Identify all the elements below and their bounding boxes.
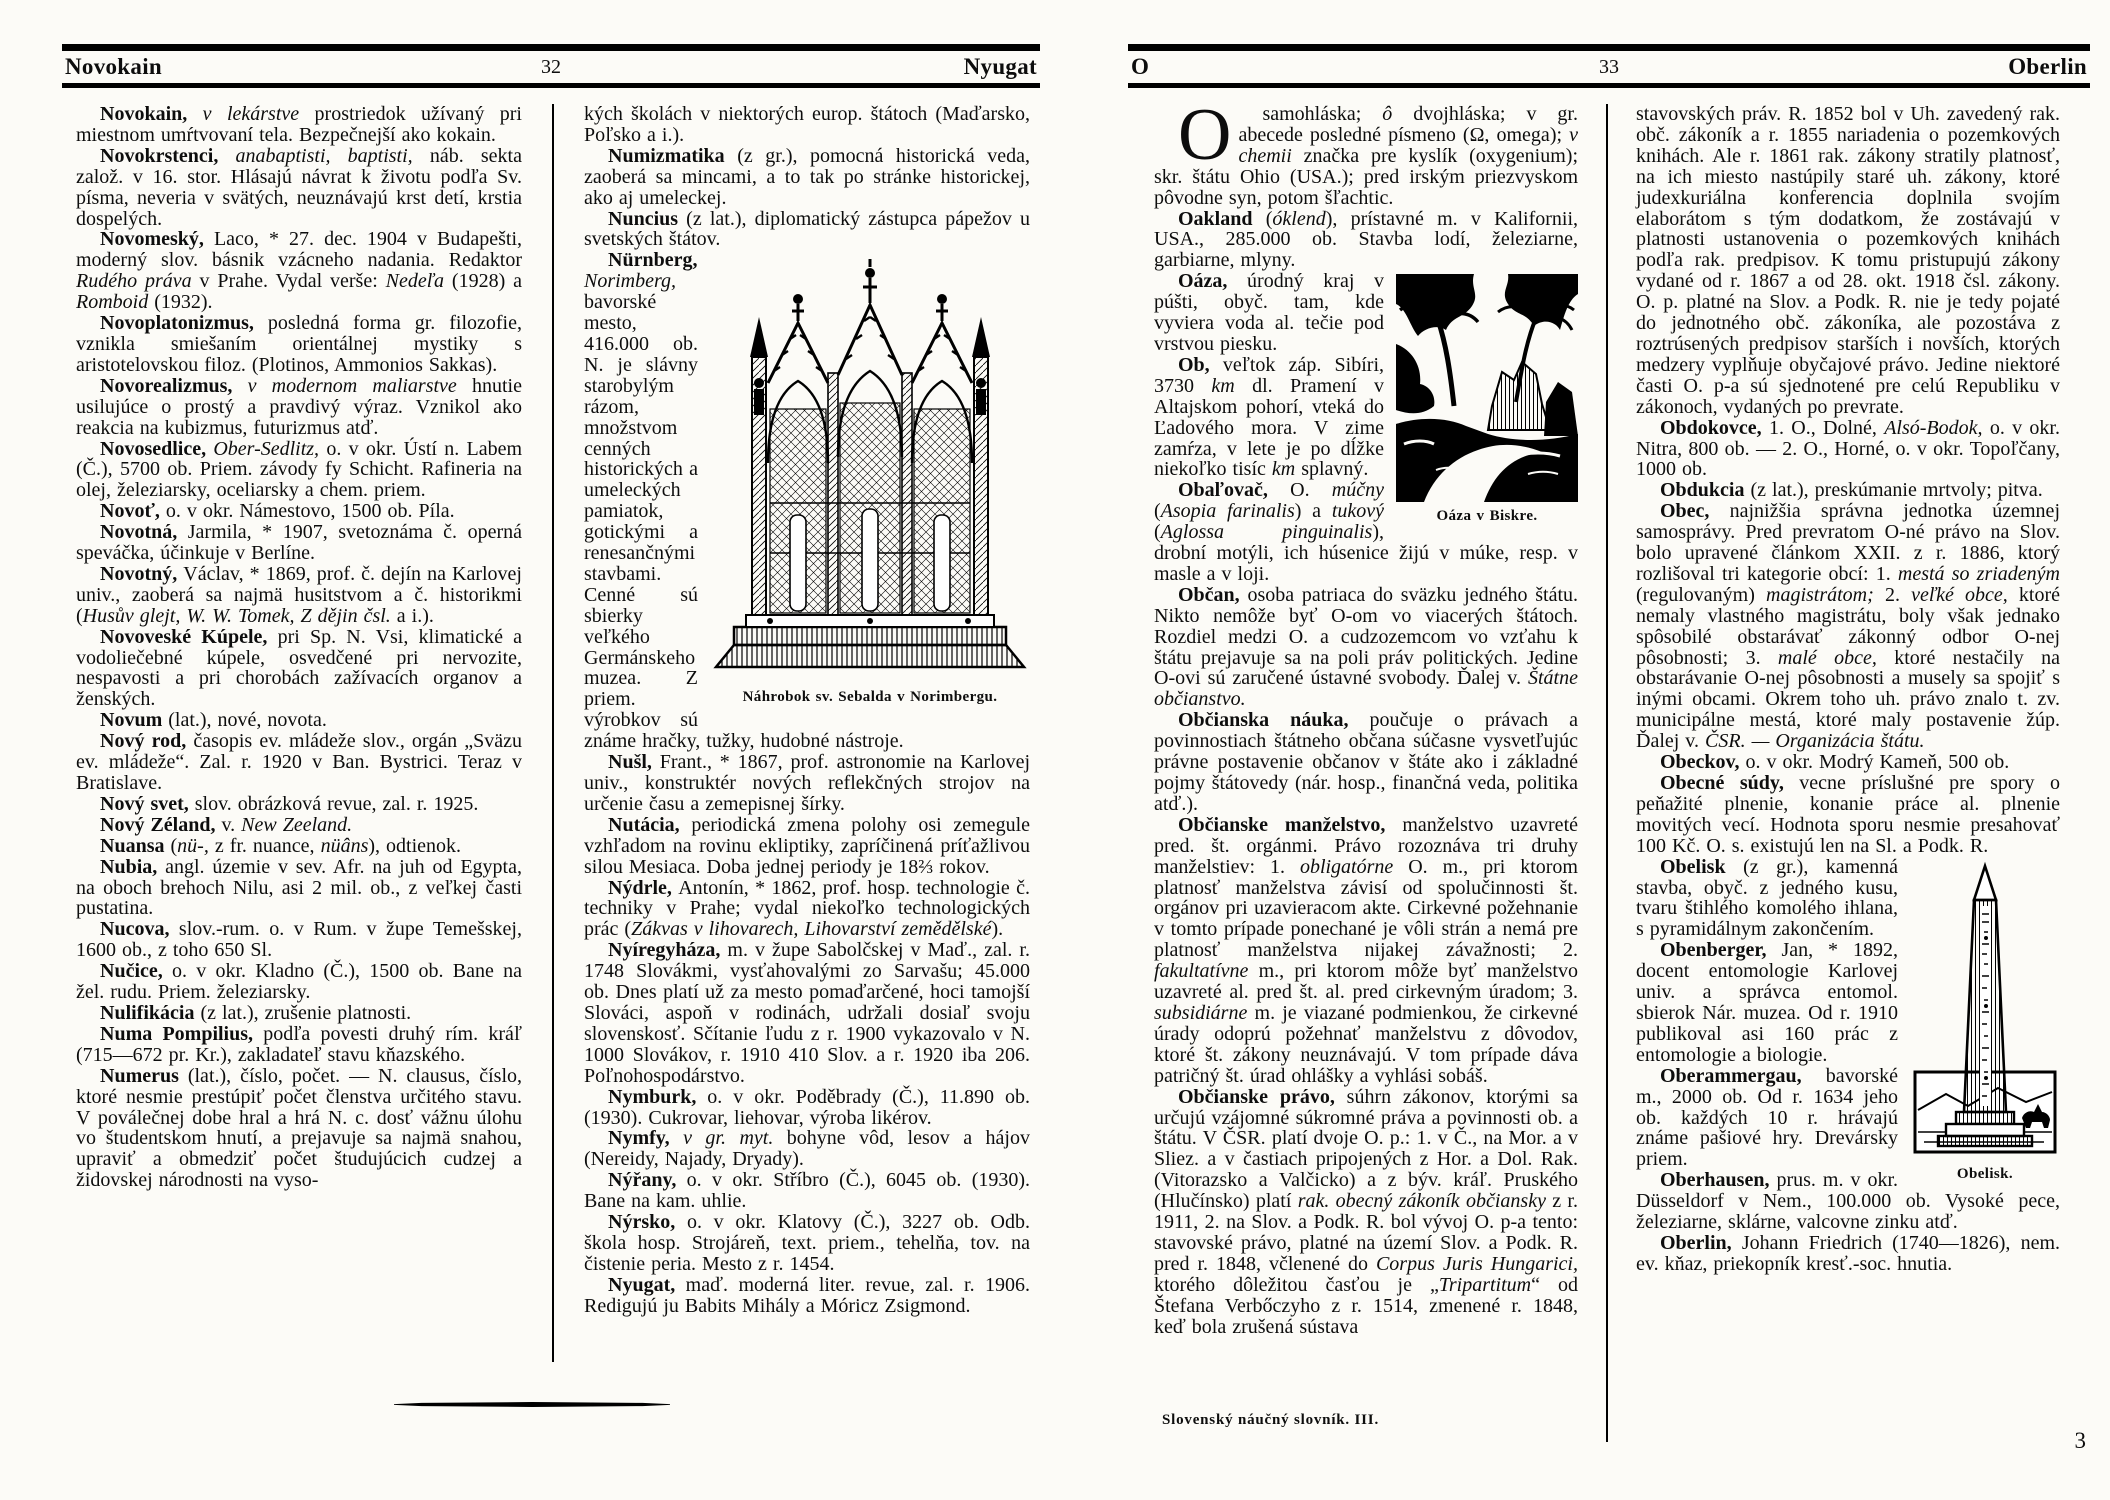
entry-headword: Nymfy, <box>608 1127 684 1150</box>
left-page-columns <box>76 104 1030 1362</box>
entry-headword: Novomeský, <box>100 228 214 251</box>
entry-headword: Novosedlice, <box>100 437 214 460</box>
dictionary-entry: Novosedlice, Ober-Sedlitz, o. v okr. Ústí n. Labem (Č.), 5700 ob. Priem. závody fy Schicht. Rafineria na olej, železiarsky, oceliarsky a chem. priem. <box>76 437 522 502</box>
dictionary-entry: Obeckov, o. v okr. Modrý Kameň, 500 ob. <box>1660 751 2010 774</box>
sebaldus-tomb-figure <box>710 253 1030 706</box>
entry-headword: Novorealizmus, <box>100 374 248 397</box>
entry-headword: Novotná, <box>100 521 188 544</box>
entry-headword: Nučice, <box>100 960 172 983</box>
dictionary-entry: Obdokovce, 1. O., Dolné, Alsó-Bodok, o. v okr. Nitra, 800 ob. — 2. O., Horné, o. v okr. Topoľčany, 1000 ob. <box>1636 416 2060 481</box>
dictionary-entry: Občianska náuka, poučuje o právach a povinnostiach štátneho občana súčasne vysvetľujúc právne postavenie občanov v štáte ako i základné pojmy štátovedy (nár. hosp., finančná veda, politika atď.). <box>1154 709 1578 815</box>
dictionary-entry: Novokrstenci, anabaptisti, baptisti, náb. sekta založ. v 16. stor. Hlásajú návrat k životu podľa Sv. písma, neveria v svätých, neuznávajú krst detí, krstia dospelých. <box>76 144 522 230</box>
dictionary-entry: Obelisk (z gr.), kamenná stavba, obyč. z jedného kusu, tvaru štihlého komolého ihlana, s pyramidálnym zakončením. <box>1636 855 1898 941</box>
dictionary-entry: Obecné súdy, vecne príslušné pre spory o peňažité plnenie, konanie práce al. plnenie movitých vecí. Hodnota sporu nesmie presahovať 100 Kč. O. s. existujú len na Sl. a Podk. R. <box>1636 772 2060 857</box>
entry-headword: Nýrsko, <box>608 1211 687 1234</box>
dictionary-entry: Novoplatonizmus, posledná forma gr. filozofie, vznikla smiešaním orientálnej mystiky s aristotelovskou filoz. (Plotinos, Ammonios Sakkas). <box>76 312 522 376</box>
dictionary-entry: Novum (lat.), nové, novota. <box>100 709 327 732</box>
dictionary-entry: Oberlin, Johann Friedrich (1740—1826), nem. ev. kňaz, priekopník kresť.-soc. hnutia. <box>1636 1231 2060 1275</box>
entry-headword: Nýřany, <box>608 1169 687 1192</box>
entry-headword: Obelisk <box>1660 855 1744 878</box>
left-page <box>62 0 1040 1500</box>
right-running-title: O <box>1131 54 1150 79</box>
right-page-number: 33 <box>1599 55 1619 78</box>
dictionary-entry: Oakland (óklend), prístavné m. v Kalifornii, USA., 285.000 ob. Stavba lodí, železiarne, garbiarne, mlyny. <box>1154 207 1578 272</box>
dictionary-entry: Nušl, Frant., * 1867, prof. astronomie na Karlovej univ., konstruktér nových reflekčných strojov na určenie času a zemepisnej šírky. <box>584 751 1030 815</box>
figure-caption-oasis: Oáza v Biskre. <box>1436 508 1538 525</box>
section-end-rule <box>394 1402 670 1407</box>
dictionary-entry: Nürnberg, Norimberg, bavorské mesto, 416.000 ob. N. je slávny starobylým rázom, množstvom cenných historických a umeleckých pamiatok, gotickými a renesančnými stavbami. Cenné sú sbierky veľkého Germánskeho muzea. Z priem. výrobkov sú známe hračky, tužky, hudobné nástroje. <box>584 249 904 753</box>
dictionary-entry: Nubia, angl. územie v sev. Afr. na juh od Egypta, na oboch brehoch Nilu, asi 2 mil. ob., z veľkej časti pustatina. <box>76 855 522 920</box>
dictionary-entry: Nyugat, maď. moderná liter. revue, zal. r. 1906. Redigujú ju Babits Mihály a Móricz Zsigmond. <box>584 1273 1030 1317</box>
dictionary-entry: Občan, osoba patriaca do sväzku jedného štátu. Nikto nemôže byť O-om vo viacerých štátoch. Rozdiel medzi O. a cudzozemcom vo vzťahu k štátu prejavuje sa na poli práv politických. Jedine O-ovi sú zaručené ústavné svobody. Ďalej v. Štátne občianstvo. <box>1154 583 1578 711</box>
entry-headword: Numizmatika <box>608 144 738 167</box>
dictionary-entry: Nutácia, periodická zmena polohy osi zemegule vzhľadom na rovinu ekliptiky, zapríčinená príťažlivou silou Mesiaca. Doba jednej periody je 18⅔ rokov. <box>584 813 1030 878</box>
dictionary-entry: Novomeský, Laco, * 27. dec. 1904 v Budapešti, moderný slov. básnik vzácneho nadania. Redaktor Rudého práva v Prahe. Vydal verše: Nedeľa (1928) a Romboid (1932). <box>76 228 522 314</box>
dictionary-entry: Novotný, Václav, * 1869, prof. č. dejín na Karlovej univ., zaoberá sa najmä husitstvom a č. historikmi (Husův glejt, W. W. Tomek, Z dějin čsl. a i.). <box>76 562 522 627</box>
dictionary-entry: Nymburk, o. v okr. Poděbrady (Č.), 11.890 ob. (1930). Cukrovar, liehovar, výroba likérov. <box>584 1085 1030 1129</box>
dictionary-entry: Nuncius (z lat.), diplomatický zástupca pápežov u svetských štátov. <box>584 207 1030 251</box>
entry-headword: Numa Pompilius, <box>100 1022 264 1045</box>
right-running-title-right: Oberlin <box>2008 54 2087 79</box>
entry-headword: Novokain, <box>100 104 203 125</box>
entry-headword: Novum <box>100 709 169 732</box>
oasis-figure <box>1396 274 1578 525</box>
entry-headword: Nymburk, <box>608 1085 708 1108</box>
dictionary-entry: Novorealizmus, v modernom maliarstve hnutie usilujúce o prostý a pravdivý výraz. Vznikol ako reakcia na kubizmus, futurizmus atď. <box>76 374 522 439</box>
entry-headword: Nulifikácia <box>100 1001 201 1024</box>
sebaldus-tomb-engraving <box>710 253 1030 683</box>
entry-headword: Oberhausen, <box>1660 1169 1777 1192</box>
dictionary-entry: Nýřany, o. v okr. Stříbro (Č.), 6045 ob. (1930). Bane na kam. uhlie. <box>584 1169 1030 1213</box>
dictionary-entry: Nýrsko, o. v okr. Klatovy (Č.), 3227 ob. Odb. škola hosp. Strojáreň, text. priem., tehelňa, tov. na čistenie peria. Mesto z r. 1454. <box>584 1211 1030 1275</box>
left-page-header <box>62 44 1040 88</box>
entry-headword: Nový svet, <box>100 792 195 815</box>
dropcap-letter: O <box>1178 104 1232 176</box>
entry-headword: Oberlin, <box>1660 1231 1742 1254</box>
obelisk-figure <box>1910 860 2060 1183</box>
dictionary-entry: Nový Zéland, v. New Zeeland. <box>100 813 353 836</box>
dictionary-entry: Nový svet, slov. obrázková revue, zal. r. 1925. <box>100 792 479 815</box>
left-running-title: Novokain <box>65 54 162 79</box>
right-column-2 <box>1606 104 2060 1442</box>
entry-continuation: kých školách v niektorých europ. štátoch (Maďarsko, Poľsko a i.). <box>584 104 1030 146</box>
dictionary-entry: Novoveské Kúpele, pri Sp. N. Vsi, klimatické a vodoliečebné kúpele, osvedčené pri nervozite, nespavosti a pri chorobách zažívacích organov a ženských. <box>76 625 522 711</box>
dictionary-entry: Nuansa (nü-, z fr. nuance, nüâns), odtienok. <box>100 834 462 857</box>
entry-headword: Občianska náuka, <box>1178 709 1370 732</box>
entry-headword: Obdokovce, <box>1660 416 1769 439</box>
dictionary-entry: Numa Pompilius, podľa povesti druhý rím. kráľ (715—672 pr. Kr.), zakladateľ stavu kňazského. <box>76 1022 522 1066</box>
dictionary-entry: Nyíregyháza, m. v župe Sabolčskej v Maď., zal. r. 1748 Slovákmi, vysťahovalými zo Sarvašu; 45.000 ob. Dnes platí už za mesto pomaďarčené, hoci tamojší Slováci, aspoň v rodinách, udržali dosiaľ svoju slovenskosť. Sčítanie ľudu z r. 1900 vykazovalo v N. 1000 Slovákov, r. 1910 410 Slov. a r. 1920 iba 206. Poľnohospodárstvo. <box>584 939 1030 1087</box>
entry-headword: Novoveské Kúpele, <box>100 625 278 648</box>
right-page-header <box>1128 44 2090 88</box>
dictionary-entry: Oberhausen, prus. m. v okr. Düsseldorf v Nem., 100.000 ob. Vysoké pece, železiarne, sklárne, valcovne zinku atď. <box>1636 1169 2060 1234</box>
entry-headword: Oáza, <box>1178 270 1248 293</box>
dictionary-entry: Nulifikácia (z lat.), zrušenie platnosti. <box>100 1001 412 1024</box>
dictionary-entry: Obdukcia (z lat.), preskúmanie mrtvoly; pitva. <box>1660 479 2043 502</box>
entry-headword: Nucova, <box>100 918 179 941</box>
entry-headword: Nový Zéland, <box>100 813 222 836</box>
dictionary-entry: Numizmatika (z gr.), pomocná historická veda, zaoberá sa mincami, a to tak po stránke historickej, ako aj umeleckej. <box>584 144 1030 209</box>
dictionary-entry: Numerus (lat.), číslo, počet. — N. clausus, číslo, ktoré nesmie prestúpiť počet členstva určitého stavu. V poválečnej dobe hral a hrá N. c. dosť vážnu úlohu vo študentskom hnutí, a prejavuje sa najmä snahou, upraviť a obmedziť počet študujúcich cudzej a židovskej národnosti na vyso- <box>76 1064 522 1192</box>
figure-caption-sebaldus: Náhrobok sv. Sebalda v Norimbergu. <box>742 689 998 706</box>
entry-headword: Nušl, <box>608 751 660 774</box>
volume-imprint: Slovenský náučný slovník. III. <box>1162 1412 1379 1428</box>
dictionary-entry: Nový rod, časopis ev. mládeže slov., orgán „Sväzu ev. mládeže“. Zal. r. 1920 v Ban. Bystrici. Teraz v Bratislave. <box>76 730 522 794</box>
dictionary-entry: Obaľovač, O. múčny (Asopia farinalis) a tukový (Aglossa pinguinalis), drobní motýli, ich húsenice žijú v múke, resp. v masle a v loji. <box>1154 479 1578 585</box>
entry-headword: Nutácia, <box>608 813 692 836</box>
dictionary-entry: Novotná, Jarmila, * 1907, svetoznáma č. operná speváčka, účinkuje v Berlíne. <box>76 521 522 565</box>
entry-headword: Oakland <box>1178 207 1266 230</box>
entry-headword: Občan, <box>1178 583 1248 606</box>
entry-headword: Obec, <box>1660 500 1730 523</box>
entry-headword: Obenberger, <box>1660 939 1782 962</box>
dictionary-entry: Nučice, o. v okr. Kladno (Č.), 1500 ob. Bane na žel. rudu. Priem. železiarsky. <box>76 960 522 1004</box>
entry-headword: Oberammergau, <box>1660 1064 1826 1087</box>
entry-headword: Občianske manželstvo, <box>1178 813 1403 836</box>
entry-headword: Ob, <box>1178 353 1223 376</box>
dictionary-entry: Občianske právo, súhrn zákonov, ktorými sa určujú vzájomné súkromné práva a povinnosti ob. a štátu. V ČSR. platí dvoje O. p.: 1. v Č., na Mor. a v Sliez. a v častiach pripojených z Hor. a Dol. Rak. (Vitorazsko a Valčicko) a z býv. kráľ. Pruského (Hlučínsko) platí rak. obecný zákoník občiansky z r. 1911, 2. na Slov. a Podk. R. bol vývoj O. p-a tento: stavovské právo, platné na území Slov. a Podk. R. pred r. 1848, včlenené do Corpus Juris Hungarici, ktorého dôležitou časťou je „Tripartitum“ od Štefana Verbőczyho z r. 1514, zmenené r. 1848, keď bola zrušená sústava <box>1154 1085 1578 1338</box>
entry-headword: Obecné súdy, <box>1660 772 1800 794</box>
dictionary-entry: Ob, veľtok záp. Sibíri, 3730 km dl. Pramení v Altajskom pohorí, vteká do Ľadového mora. V zime zamŕza, v lete je po dĺžke niekoľko tisíc km splavný. <box>1154 353 1385 481</box>
entry-headword: Obeckov, <box>1660 751 1746 774</box>
right-column-1 <box>1154 104 1578 1442</box>
dictionary-entry: Občianske manželstvo, manželstvo uzavreté pred. št. orgánmi. Právo rozoznáva tri druhy manželstiev: 1. obligatórne O. m., pri ktorom platnosť manželstva závisí od spolučinnosti št. orgánov pri uzavieracom akte. Cirkevné požehnanie v tomto prípade ponechané je vôli strán a nemá pre platnosť manželstva nijakej závažnosti; 2. fakultatívne m., pri ktorom môže byť manželstvo uzavreté al. pred št. al. pred cirkevným úradom; 3. subsidiárne m. je viazané podmienkou, že cirkevné úrady odoprú požehnať manželstvu z dôvodov, ktoré št. zákony neuznávajú. V tom prípade dáva patričný št. úrad ohlášky a vyhlási sobáš. <box>1154 813 1578 1087</box>
entry-headword: Nyíregyháza, <box>608 939 728 962</box>
dictionary-entry: Nymfy, v gr. myt. bohyne vôd, lesov a hájov (Nereidy, Najady, Dryady). <box>584 1127 1030 1171</box>
left-running-title-right: Nyugat <box>963 54 1037 79</box>
entry-headword: Nový rod, <box>100 730 194 753</box>
entry-headword: Občianske právo, <box>1178 1085 1347 1108</box>
right-page <box>1128 0 2090 1500</box>
entry-headword: Obaľovač, <box>1178 479 1291 502</box>
entry-headword: Nubia, <box>100 855 166 878</box>
dictionary-entry: Nucova, slov.-rum. o. v Rum. v župe Temešskej, 1600 ob., z toho 650 Sl. <box>76 918 522 962</box>
entry-headword: Novokrstenci, <box>100 144 236 167</box>
entry-headword: Novoť, <box>100 500 166 523</box>
left-column-2 <box>552 104 1030 1362</box>
dictionary-entry: O samohláska; ô dvojhláska; v gr. abecede posledné písmeno (Ω, omega); v chemii značka pre kyslík (oxygenium); skr. štátu Ohio (USA.); pred irským priezvyskom pôvodne syn, potom šľachtic. <box>1154 104 1578 209</box>
dictionary-entry: Novokain, v lekárstve prostriedok užívaný pri miestnom umŕtvovaní tela. Bezpečnejší ako kokain. <box>76 104 522 146</box>
dictionary-entry: Oáza, úrodný kraj v púšti, obyč. tam, kde vyviera voda al. tečie pod vrstvou piesku. <box>1154 270 1384 355</box>
entry-headword: Nýdrle, <box>608 876 679 899</box>
obelisk-engraving <box>1910 860 2060 1160</box>
signature-number: 3 <box>2074 1428 2086 1453</box>
entry-headword: Nyugat, <box>608 1273 686 1296</box>
entry-headword: Nuncius <box>608 207 687 230</box>
entry-headword: Numerus <box>100 1064 188 1087</box>
dictionary-entry: Obenberger, Jan, * 1892, docent entomologie Karlovej univ. a správca entomol. sbierok Nár. muzea. Od r. 1910 publikoval asi 160 prác z entomologie a biologie. <box>1636 939 1898 1066</box>
dictionary-entry: Oberammergau, bavorské m., 2000 ob. Od r. 1634 jeho ob. každých 10 r. hrávajú známe pašiové hry. Drevársky priem. <box>1636 1064 1898 1171</box>
left-page-number: 32 <box>541 55 561 78</box>
left-column-1 <box>76 104 522 1362</box>
figure-caption-obelisk: Obelisk. <box>1956 1165 2014 1182</box>
entry-headword: Nürnberg, <box>608 249 698 272</box>
dictionary-entry: Nýdrle, Antonín, * 1862, prof. hosp. technologie č. techniky v Prahe; vydal niekoľko technologických prác (Zákvas v lihovarech, Lihovarství zemědělské). <box>584 876 1030 941</box>
dictionary-entry: Novoť, o. v okr. Námestovo, 1500 ob. Píla. <box>100 500 455 523</box>
entry-headword: Nuansa <box>100 834 171 857</box>
right-page-columns <box>1154 104 2060 1442</box>
entry-headword: Novoplatonizmus, <box>100 312 268 335</box>
dictionary-entry: Obec, najnižšia správna jednotka územnej samosprávy. Pred prevratom O-né právo na Slov. bolo upravené článkom XXII. z r. 1886, ktorý rozlišoval tri kategorie obcí: 1. mestá so zriadeným (regulovaným) magistrátom; 2. veľké obce, ktoré nemaly vlastného magistrátu, boly však jednako spôsobilé obstarávať zákonný odbor O-nej pôsobnosti; 3. malé obce, ktoré nestačily na obstarávanie O-nej pôsobnosti a musely sa spojiť s inými obcami. Okrem toho uh. právo znalo t. zv. municipálne mestá, ktoré maly postavenie žúp. Ďalej v. ČSR. — Organizácia štátu. <box>1636 500 2060 753</box>
oasis-engraving <box>1396 274 1578 502</box>
entry-continuation: stavovských práv. R. 1852 bol v Uh. zavedený rak. obč. zákoník a r. 1855 nariadenia o pozemkových knihách. Ale r. 1861 rak. zákony stratily platnosť, na ich miesto nastúpily staré uh. zákony, ktoré judexkuriálna konferencia doplnila svojím elaborátom s tým dodatkom, že zostávajú v platnosti ustanovenia o pozemkových knihách podľa rak. predpisov. K tomu pristupujú zákony vydané od r. 1867 a od 28. okt. 1918 čsl. zákony. O. p. platné na Slov. a Podk. R. nie je tedy pojaté do jednotného obč. zákoníka, ale pozostáva z roztrúsených predpisov starších i novších, ktorých medzery vyplňuje obyčajové právo. Jedine niektoré časti O. p-a sú sjednotené pre celú Republiku v zákonoch, vydaných po prevrate. <box>1636 104 2060 418</box>
entry-headword: Obdukcia <box>1660 479 1751 502</box>
entry-headword: Novotný, <box>100 562 184 585</box>
